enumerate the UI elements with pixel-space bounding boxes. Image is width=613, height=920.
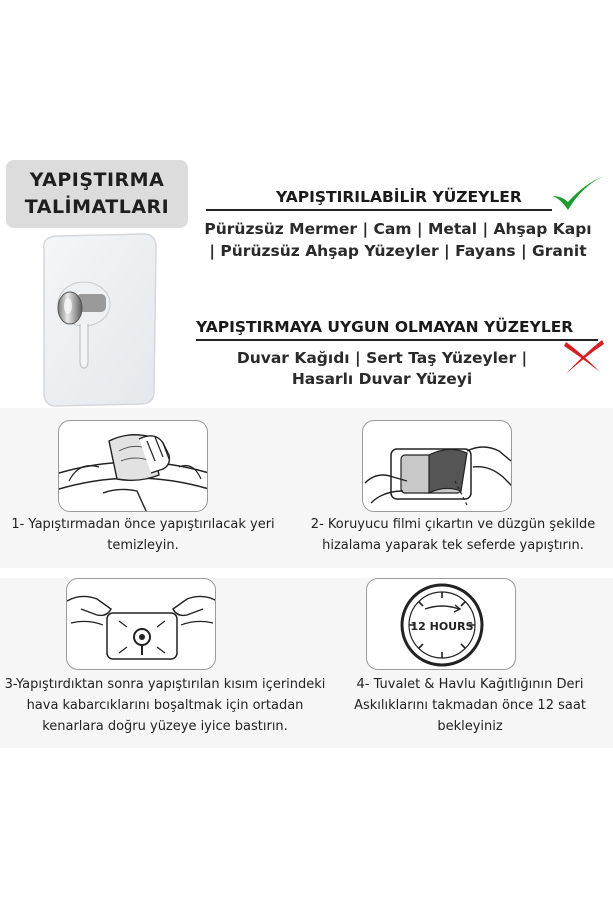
step-2-illustration <box>362 420 512 512</box>
unsuitable-underline <box>196 339 598 341</box>
instructions-title <box>6 160 188 228</box>
step-3-illustration <box>66 578 216 670</box>
suitable-surfaces-heading: YAPIŞTIRILABİLİR YÜZEYLER <box>276 188 522 206</box>
clock-12-hours-icon <box>367 579 516 670</box>
title-line-2: TALİMATLARI <box>24 196 170 218</box>
step-4-illustration <box>366 578 516 670</box>
adhesive-hook-image <box>40 232 158 408</box>
step-3-caption: 3-Yapıştırdıktan sonra yapıştırılan kısım içerindeki hava kabarcıklarını boşaltmak için ortadan kenarlara doğru yüzeye iyice bastırın. <box>4 677 326 734</box>
unsuitable-surfaces-heading: YAPIŞTIRMAYA UYGUN OLMAYAN YÜZEYLER <box>196 318 574 336</box>
suitable-surfaces-list: Pürüzsüz Mermer | Cam | Metal | Ahşap Kapı | Pürüzsüz Ahşap Yüzeyler | Fayans | Granit <box>204 220 592 260</box>
check-mark-icon <box>548 172 606 214</box>
cross-mark-icon <box>560 336 606 376</box>
peel-film-icon <box>363 421 512 512</box>
step-1-caption: 1- Yapıştırmadan önce yapıştırılacak yeri temizleyin. <box>11 517 275 553</box>
step-2-caption: 2- Koruyucu filmi çıkartın ve düzgün şekilde hizalama yaparak tek seferde yapıştırın. <box>310 517 596 553</box>
step-4-caption: 4- Tuvalet & Havlu Kağıtlığının Deri Askılıklarını takmadan önce 12 saat bekleyiniz <box>354 677 586 734</box>
unsuitable-surfaces-list: Duvar Kağıdı | Sert Taş Yüzeyler | Hasarlı Duvar Yüzeyi <box>236 349 528 388</box>
step-1-illustration <box>58 420 208 512</box>
title-line-1: YAPIŞTIRMA <box>29 169 165 191</box>
press-hook-icon <box>67 579 216 670</box>
suitable-underline <box>206 209 552 211</box>
clock-label: 12 HOURS <box>410 620 474 633</box>
wipe-surface-icon <box>59 421 208 512</box>
